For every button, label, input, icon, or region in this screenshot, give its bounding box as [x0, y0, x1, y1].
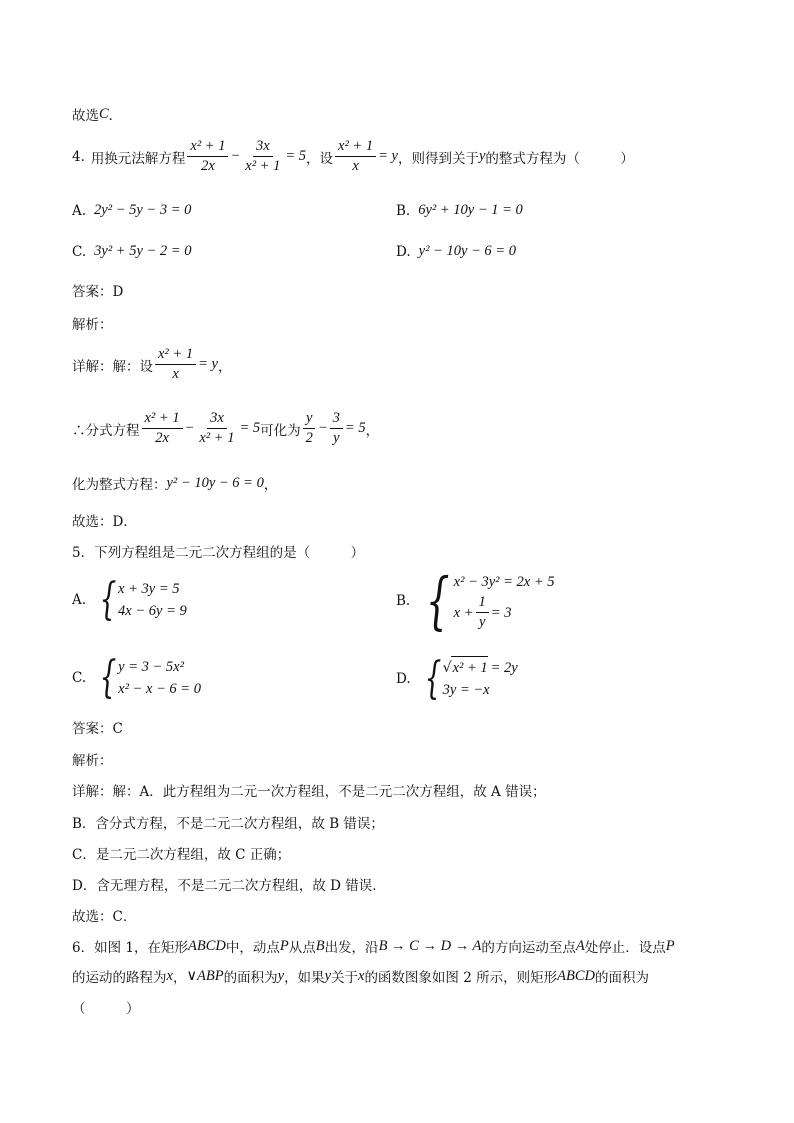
equation: y = 3 − 5x² [118, 659, 184, 675]
conclusion-5: 故选：C． [72, 909, 137, 925]
detail-5-b: B．含分式方程，不是二元二次方程组，故 B 错误； [72, 816, 384, 832]
question-5: 5．下列方程组是二元二次方程组的是（ ） [72, 545, 365, 561]
var: B [315, 937, 325, 954]
option-d [396, 652, 518, 704]
var: C [99, 105, 109, 122]
numerator: 1 [476, 594, 489, 613]
option-math: 2y² − 5y − 3 = 0 [94, 202, 192, 218]
text: 化为整式方程： [72, 477, 167, 493]
sqrt-icon: √ [442, 659, 452, 676]
option-math: 6y² + 10y − 1 = 0 [418, 202, 523, 218]
equation-system [94, 652, 201, 703]
brace-icon: { [99, 574, 117, 625]
var: ABCD [557, 967, 595, 984]
equation-rhs: = y [378, 148, 398, 164]
numerator: x² + 1 [155, 346, 196, 365]
option-d [396, 243, 516, 260]
question-6-line1 [72, 936, 675, 956]
text: 关于 [331, 970, 358, 986]
text: 中，动点 [225, 940, 280, 956]
text: ，设 [306, 150, 334, 167]
equation [443, 656, 518, 679]
answer-4: 答案：D [72, 284, 124, 300]
equation-system [419, 652, 518, 704]
question-text: 用换元法解方程 [90, 150, 186, 167]
var: y [324, 967, 331, 984]
question-number: 4. [72, 148, 85, 165]
denominator: x [172, 366, 179, 382]
denominator: 2 [305, 430, 313, 446]
question-4 [72, 138, 634, 175]
equation: 4x − 6y = 9 [118, 603, 187, 619]
numerator: 3x [207, 410, 227, 429]
option-label: D. [396, 670, 411, 687]
text: 的面积为 [223, 970, 278, 986]
fraction [142, 410, 183, 447]
option-label: C. [72, 670, 87, 686]
fraction [330, 410, 343, 447]
answer-5: 答案：C [72, 721, 123, 737]
numerator: 3x [253, 138, 273, 157]
option-math: y² − 10y − 6 = 0 [418, 243, 516, 259]
equation-rhs: = 5 [239, 420, 261, 436]
analysis-5: 解析： [72, 753, 113, 769]
operator: − [230, 148, 241, 164]
term: x + [453, 604, 474, 621]
equation-rhs: = 5 [285, 148, 307, 164]
var: P [665, 937, 675, 954]
option-label: C. [72, 243, 87, 260]
text: 故选 [72, 108, 99, 124]
option-b [396, 564, 555, 637]
text: 的面积为 [594, 970, 649, 986]
var: x [358, 967, 365, 984]
radicand: x² + 1 [451, 656, 488, 679]
option-label: D. [396, 243, 411, 260]
text: ，如果 [284, 970, 325, 986]
denominator: x [352, 158, 359, 174]
option-c [72, 652, 201, 703]
var: y [478, 148, 486, 164]
numerator: y [303, 410, 315, 429]
fraction [303, 410, 316, 447]
equation: x² − x − 6 = 0 [118, 681, 201, 697]
fraction [242, 138, 283, 175]
option-label: B. [396, 202, 411, 219]
conclusion-4: 故选：D． [72, 514, 137, 530]
brace-icon: { [426, 564, 450, 637]
var: A [575, 937, 585, 954]
equation-system [418, 564, 555, 637]
conclusion-prev [72, 104, 122, 124]
text: 的方向运动至点 [481, 940, 576, 956]
equation-system [94, 574, 187, 625]
term: = 3 [490, 604, 512, 621]
text: ，则得到关于 [397, 150, 479, 167]
text: ∴分式方程 [72, 422, 140, 439]
text: 处停止．设点 [584, 940, 666, 956]
equation: 3y = −x [442, 682, 490, 698]
question-6-line2: 的运动的路程为 x ， ∨ABP 的面积为 y ，如果 y 关于 x 的函数图象如图 2 所示，则矩形 ABCD 的面积为 [72, 967, 649, 986]
text: 的整式方程为（ ） [485, 150, 634, 167]
equation: x + 3y = 5 [118, 581, 180, 597]
fraction [155, 346, 196, 383]
denominator: y [478, 614, 486, 631]
question-6-line3: （ ） [72, 1001, 140, 1017]
numerator: x² + 1 [335, 138, 376, 157]
analysis-4: 解析： [72, 317, 113, 333]
equation-rhs: = y [198, 356, 218, 372]
numerator: x² + 1 [142, 410, 183, 429]
fraction [476, 594, 489, 631]
option-math: 3y² + 5y − 2 = 0 [94, 243, 192, 259]
option-c [72, 243, 191, 260]
text: 出发，沿 [324, 940, 379, 956]
var: P [279, 937, 289, 954]
text: ． [108, 108, 123, 124]
text: 详解：解：设 [72, 358, 153, 375]
path-expression: B → C → D → A [378, 937, 482, 954]
text: 6．如图 1，在矩形 [72, 940, 188, 956]
text: 从点 [288, 940, 316, 956]
fraction [196, 410, 237, 447]
equation-rhs: = 5 [344, 420, 366, 436]
detail-4: 详解：解：设 $\frac{\text{x² + 1}}{x}$ = y ， [72, 346, 232, 382]
option-label: A. [72, 592, 87, 608]
option-a [72, 202, 191, 219]
operator: − [317, 420, 328, 436]
denominator: 2x [155, 430, 169, 446]
detail-4-step2: ∴分式方程 $\frac{\text{x² + 1}}{2x}$ − $\frac{3x}{\text{x² + 1}}$ = 5 可化为 $\frac{y}{2}$ − $\frac{3}{y}$ = 5 ， [72, 410, 380, 446]
var: x [166, 967, 173, 984]
option-label: A. [72, 202, 87, 219]
option-a [72, 574, 187, 625]
denominator: y [333, 430, 340, 446]
var: ABCD [187, 937, 226, 954]
var: y [277, 967, 285, 984]
brace-icon: { [99, 652, 117, 703]
text: 的运动的路程为 [72, 970, 167, 986]
denominator: 2x [201, 158, 215, 174]
numerator: x² + 1 [187, 138, 228, 157]
fraction [335, 138, 376, 175]
detail-5: 详解：解：A．此方程组为二元一次方程组，不是二元二次方程组，故 A 错误； [72, 784, 546, 800]
fraction [187, 138, 228, 175]
detail-5-d: D．含无理方程，不是二元二次方程组，故 D 错误． [72, 878, 386, 894]
triangle-expression: ∨ABP [186, 967, 224, 984]
result-equation: y² − 10y − 6 = 0 [166, 474, 264, 491]
term: = 2y [490, 659, 518, 676]
option-b [396, 202, 523, 219]
brace-icon: { [424, 652, 442, 704]
text: 可化为 [260, 422, 301, 439]
option-label: B. [396, 593, 411, 609]
text: 的函数图象如图 2 所示，则矩形 [364, 970, 558, 986]
denominator: x² + 1 [199, 430, 235, 446]
operator: − [184, 420, 195, 436]
equation [454, 594, 555, 631]
detail-5-c: C．是二元二次方程组，故 C 正确； [72, 847, 291, 863]
denominator: x² + 1 [245, 158, 281, 174]
numerator: 3 [330, 410, 343, 429]
detail-4-step3: 化为整式方程： y² − 10y − 6 = 0 ， [72, 474, 278, 493]
equation: x² − 3y² = 2x + 5 [453, 573, 555, 590]
